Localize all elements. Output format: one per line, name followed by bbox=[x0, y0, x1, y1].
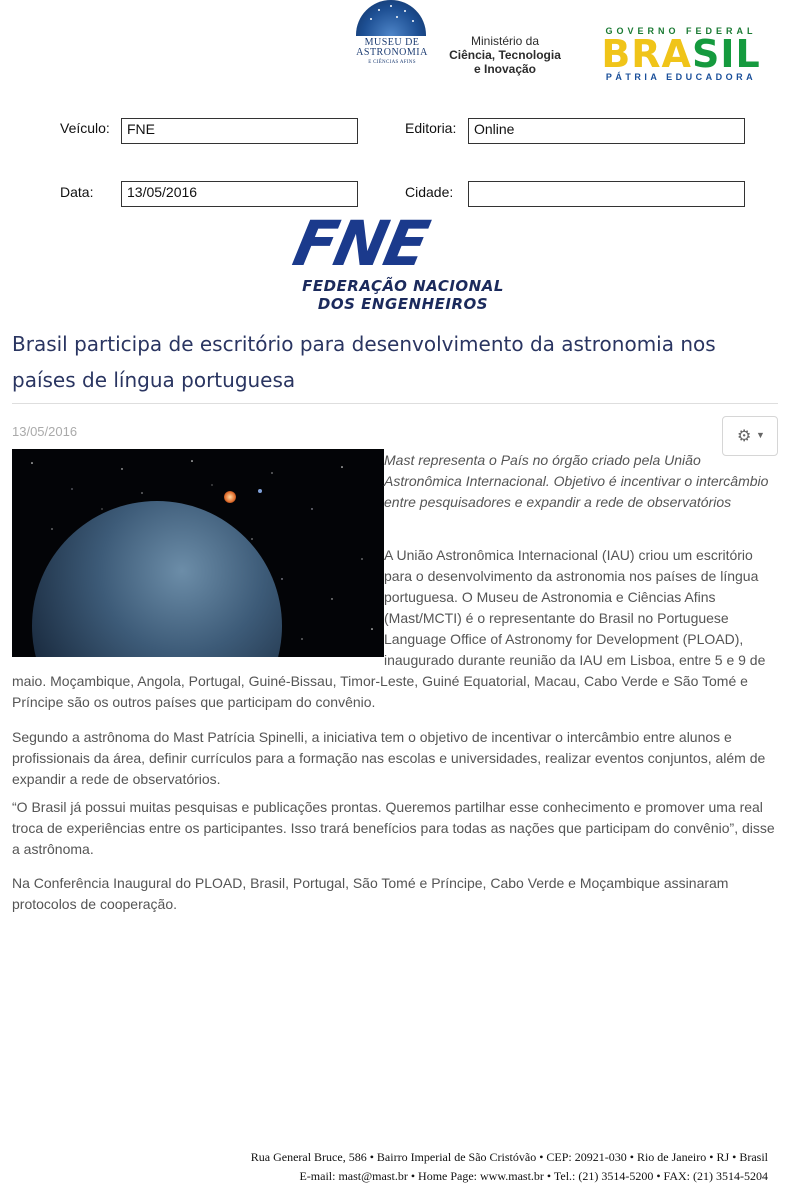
article-date: 13/05/2016 bbox=[12, 424, 78, 439]
ministry-logo-line2: Ciência, Tecnologia bbox=[449, 48, 561, 62]
caret-down-icon: ▼ bbox=[756, 430, 765, 440]
gov-logo-bottom: PÁTRIA EDUCADORA bbox=[605, 72, 757, 82]
fne-logo-line1: FEDERAÇÃO NACIONAL bbox=[302, 277, 504, 295]
fne-logo-mark: FNE bbox=[287, 207, 434, 280]
article-paragraph-4: Na Conferência Inaugural do PLOAD, Brasil, Portugal, São Tomé e Príncipe, Cabo Verde e Moçambique assinaram protocolos de cooperação. bbox=[12, 875, 729, 912]
ministry-logo-line1: Ministério da bbox=[470, 34, 540, 48]
gov-logo-word-part2: SIL bbox=[691, 32, 761, 76]
governo-federal-logo bbox=[590, 26, 772, 84]
cidade-label: Cidade: bbox=[405, 184, 454, 200]
article-title: Brasil participa de escritório para desenvolvimento da astronomia nos países de língua portuguesa bbox=[12, 332, 716, 392]
article-paragraph-3: “O Brasil já possui muitas pesquisas e publicações prontas. Queremos partilhar esse conhecimento e promover uma real troca de experiências entre os participantes. Isso trará benefícios para todas as nações que participam do convênio”, disse a astrônoma. bbox=[12, 799, 775, 857]
ministry-logo-line3: e Inovação bbox=[473, 62, 537, 76]
veiculo-label: Veículo: bbox=[60, 120, 110, 136]
gov-logo-top: GOVERNO FEDERAL bbox=[605, 26, 757, 36]
gov-logo-word-part1: BRA bbox=[601, 32, 692, 76]
editoria-label: Editoria: bbox=[405, 120, 457, 136]
footer-line2: E-mail: mast@mast.br • Home Page: www.mast.br • Tel.: (21) 3514-5200 • FAX: (21) 3514-5204 bbox=[299, 1169, 768, 1183]
image-wrap-spacer bbox=[12, 545, 384, 657]
gov-logo-word bbox=[590, 32, 772, 76]
article-paragraph-2: Segundo a astrônoma do Mast Patrícia Spinelli, a iniciativa tem o objetivo de incentivar o intercâmbio entre alunos e profissionais da área, definir currículos para a formação nas escolas e universidades, realizar eventos conjuntos, além de expandir a rede de observatórios. bbox=[12, 729, 766, 787]
article-lead: Mast representa o País no órgão criado pela União Astronômica Internacional. Objetivo é incentivar o intercâmbio entre pesquisadores e expandir a rede de observatórios bbox=[384, 452, 769, 510]
moon-graphic bbox=[258, 489, 262, 493]
cidade-field bbox=[468, 181, 745, 207]
ministry-logo bbox=[442, 34, 568, 76]
title-divider bbox=[12, 403, 778, 404]
gear-icon: ⚙ bbox=[737, 428, 752, 445]
mast-logo-line3: E CIÊNCIAS AFINS bbox=[368, 60, 416, 65]
fne-logo bbox=[283, 207, 520, 317]
article-paragraph-1: A União Astronômica Internacional (IAU) criou um escritório para o desenvolvimento da astronomia nos países de língua portuguesa. O Museu de Astronomia e Ciências Afins (Mast/MCTI) é o representante do Brasil no Portuguese Language Office of Astronomy for Development (PLOAD), inaugurado durante reunião da IAU em Lisboa, entre 5 e 9 de maio. Moçambique, Angola, Portugal, Guiné-Bissau, Timor-Leste, Guiné Equatorial, Macau, Cabo Verde e São Tomé e Príncipe são os outros países que participam do convênio. bbox=[12, 547, 766, 710]
mast-logo-line2: ASTRONOMIA bbox=[356, 47, 428, 58]
mast-logo-line1: MUSEU DE bbox=[364, 37, 420, 48]
mast-dome-graphic bbox=[356, 0, 426, 36]
data-field: 13/05/2016 bbox=[121, 181, 358, 207]
mast-logo-text bbox=[352, 38, 432, 68]
footer-line1: Rua General Bruce, 586 • Bairro Imperial de São Cristóvão • CEP: 20921-030 • Rio de Janeiro • RJ • Brasil bbox=[250, 1150, 768, 1164]
data-label: Data: bbox=[60, 184, 94, 200]
article-paragraph-1-wrap bbox=[12, 545, 782, 713]
editoria-field: Online bbox=[468, 118, 745, 144]
footer-address bbox=[40, 1148, 768, 1186]
fne-logo-line2: DOS ENGENHEIROS bbox=[317, 295, 489, 313]
star-graphic bbox=[224, 491, 236, 503]
veiculo-field: FNE bbox=[121, 118, 358, 144]
mast-logo bbox=[352, 0, 432, 74]
